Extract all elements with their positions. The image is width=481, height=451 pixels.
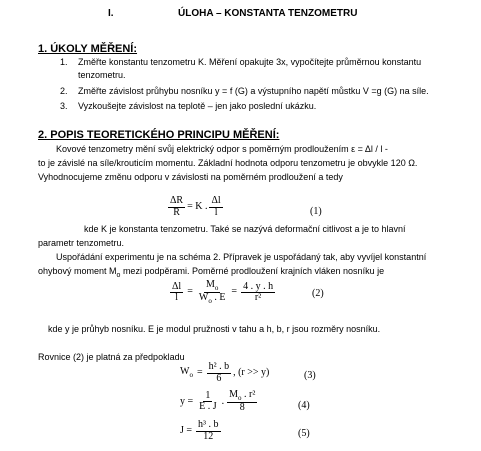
eq5-num: h³ . b [198, 419, 219, 430]
page-title: ÚLOHA – KONSTANTA TENZOMETRU [178, 8, 358, 19]
paragraph-line: kde y je průhyb nosníku. E je modul pružnosti v tahu a h, b, r jsou rozměry nosníku. [48, 324, 381, 334]
eq2-a-den: l [175, 292, 178, 304]
eq2-b-num: $M_o$ [205, 279, 219, 292]
equation-1 [168, 196, 223, 218]
paragraph-line: parametr tenzometru. [38, 238, 125, 248]
eq2-number: (2) [312, 288, 324, 299]
eq1-lhs-den: R [173, 206, 180, 218]
eq4-number: (4) [298, 400, 310, 411]
eq4-a-num: 1 [205, 389, 211, 401]
paragraph-line: Vyhodnocujeme změnu odporu v závislosti na poměrném prodloužení a tedy [38, 172, 343, 182]
eq3-number: (3) [304, 370, 316, 381]
list-item-num: 3. [60, 101, 68, 111]
paragraph-line: kde K je konstanta tenzometru. Také se nazývá deformační citlivost a je to hlavní [84, 224, 406, 234]
eq1-number: (1) [310, 206, 322, 217]
equation-3: $W_o$ = $\frac{\text{h² . b}}{6}$ , (r >> y) [180, 361, 270, 384]
list-item-num: 1. [60, 57, 68, 67]
eq2-c-num: 4 . y . h [243, 280, 274, 292]
eq2-c-den: r² [254, 292, 262, 304]
paragraph-line: to je závislé na síle/krouticím momentu. Základní hodnota odporu tenzometru je obvykle 120 Ω. [38, 158, 418, 168]
eq3-num: h² . b [208, 361, 230, 372]
section2-title: 2. POPIS TEORETICKÉHO PRINCIPU MĚŘENÍ: [38, 129, 280, 141]
eq2-b-den: $W_o$ . E [198, 292, 226, 306]
eq4-lhs: y = [180, 395, 194, 407]
paragraph-line: Uspořádání experimentu je na schéma 2. Přípravek je uspořádaný tak, aby vyvíjel konstantní [56, 252, 427, 262]
eq2-a-num: Δl [172, 280, 182, 292]
paragraph-line: Kovové tenzometry mění svůj elektrický odpor s poměrným prodloužením ε = Δl / l - [56, 144, 388, 154]
eq4-b-num: $M_o$ . r² [229, 389, 256, 402]
equation-4: y = $\frac{1}{E . J}$ . $\frac{M_o . r^2}{8}$ [180, 389, 256, 414]
list-item-text: tenzometru. [78, 70, 126, 80]
list-item-text: Změřte závislost průhybu nosníku y = f (G) a výstupního napětí můstku V =g (G) na síle. [78, 86, 429, 96]
eq5-lhs: J = [180, 424, 193, 436]
eq5-number: (5) [298, 428, 310, 439]
list-item-text: Vyzkoušejte závislost na teplotě – jen jako poslední ukázku. [78, 101, 317, 111]
eq3-lhs: $W_o$ [180, 366, 193, 380]
eq1-rhs-den: l [214, 206, 218, 218]
eq1-mid: = K . [187, 200, 208, 212]
paragraph-line: Rovnice (2) je platná za předpokladu [38, 352, 185, 362]
eq3-cond: , (r >> y) [233, 366, 270, 378]
eq5-den: 12 [203, 430, 214, 442]
equation-5 [180, 420, 221, 442]
heading-number: I. [108, 8, 114, 19]
equation-2: $\frac{\Delta l}{l}$ = $\frac{M_o}{W_o . E}$ = $\frac{4 . y . h}{\text{r²}}$ [172, 279, 274, 306]
section1-title: 1. ÚKOLY MĚŘENÍ: [38, 43, 138, 55]
eq1-lhs-num: ΔR [170, 195, 184, 206]
list-item-text: Změřte konstantu tenzometru K. Měření opakujte 3x, vypočítejte průměrnou konstantu [78, 57, 422, 67]
paragraph-line: ohybový moment $M_o$ mezi podpěrami. Poměrné prodloužení krajních vláken nosníku je [38, 266, 385, 279]
eq4-a-den: E . J [199, 401, 217, 413]
eq4-b-den: 8 [239, 402, 245, 414]
eq1-rhs-num: Δl [211, 195, 221, 206]
eq3-den: 6 [216, 372, 222, 384]
list-item-num: 2. [60, 86, 68, 96]
